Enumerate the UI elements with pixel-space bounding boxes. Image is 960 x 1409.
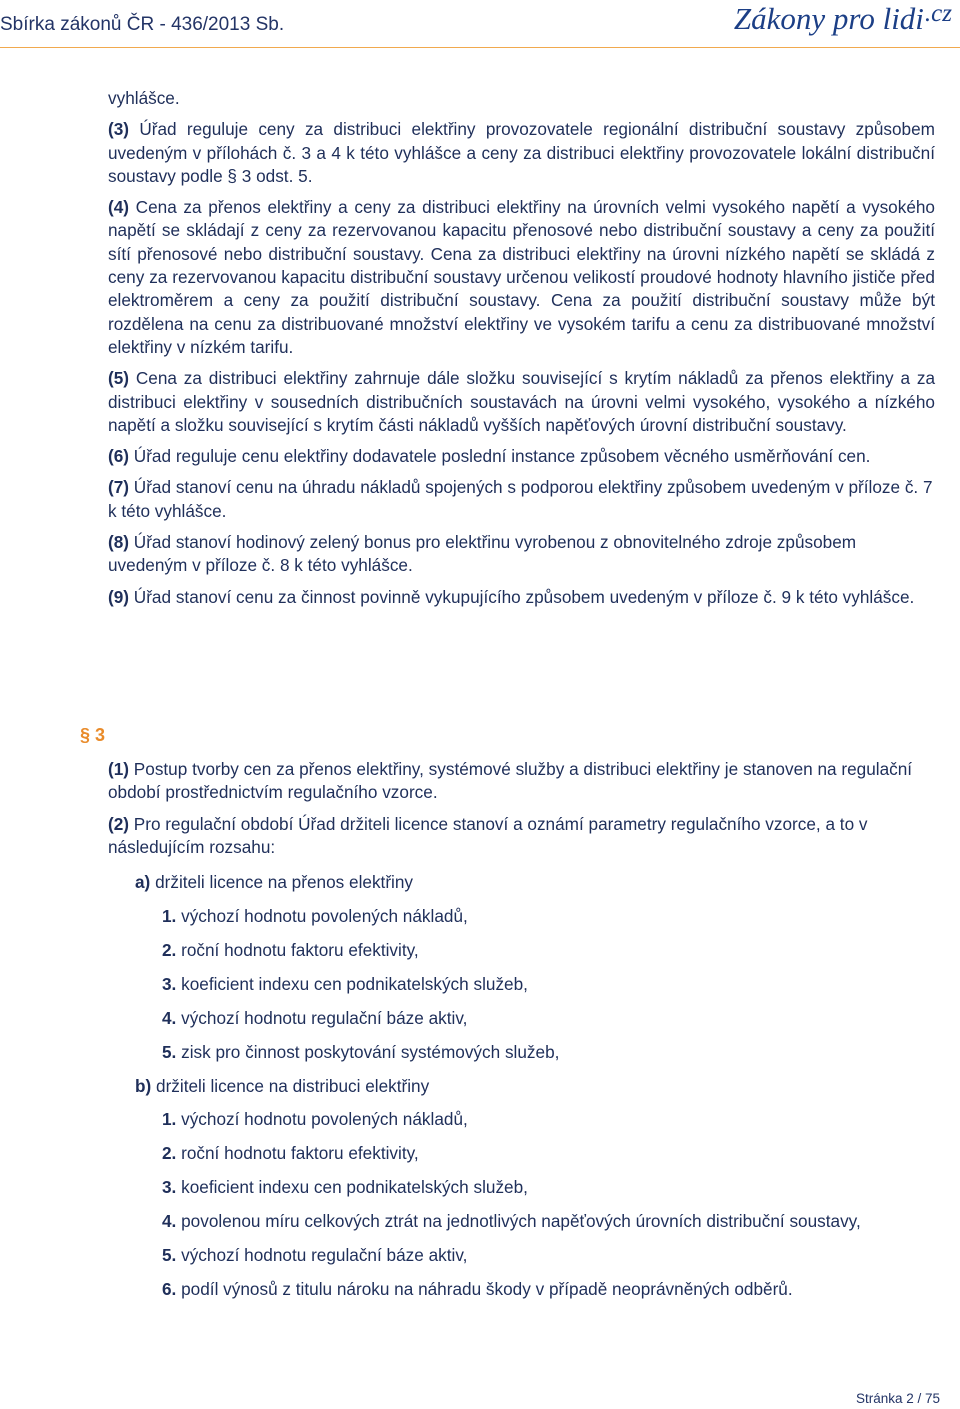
list-item: 2. roční hodnotu faktoru efektivity, xyxy=(162,1143,419,1164)
section-3-body xyxy=(108,758,935,1312)
list-item: 6. podíl výnosů z titulu nároku na náhradu škody v případě neoprávněných odběrů. xyxy=(162,1278,793,1299)
list-item-a: a) držiteli licence na přenos elektřiny xyxy=(135,872,414,893)
list-item: 2. roční hodnotu faktoru efektivity, xyxy=(162,939,419,960)
site-logo[interactable] xyxy=(734,0,952,37)
section-mark-3[interactable]: § 3 xyxy=(80,725,106,745)
section-paragraph-2: (2) Pro regulační období Úřad držiteli licence stanoví a oznámí parametry regulačního vzorce, a to v následujícím rozsahu: xyxy=(108,813,868,857)
list-item-b: b) držiteli licence na distribuci elektřiny xyxy=(135,1075,430,1096)
document-title: Sbírka zákonů ČR - 436/2013 Sb. xyxy=(0,14,285,35)
list-item: 1. výchozí hodnotu povolených nákladů, xyxy=(162,906,468,927)
paragraph-6: (6) Úřad reguluje cenu elektřiny dodavatele poslední instance způsobem věcného usměrňování cen. xyxy=(108,446,871,467)
list-item: 4. výchozí hodnotu regulační báze aktiv, xyxy=(162,1007,468,1028)
list-item: 3. koeficient indexu cen podnikatelských služeb, xyxy=(162,1177,528,1198)
page-number: Stránka 2 / 75 xyxy=(855,1391,940,1406)
list-item: 3. koeficient indexu cen podnikatelských služeb, xyxy=(162,973,528,994)
paragraph-continuation: vyhlášce. xyxy=(108,88,180,108)
paragraph-7: (7) Úřad stanoví cenu na úhradu nákladů spojených s podporou elektřiny způsobem uvedeným v příloze č. 7 k této vyhlášce. xyxy=(108,477,933,521)
list-item: 4. povolenou míru celkových ztrát na jednotlivých napěťových úrovních distribuční soustavy, xyxy=(162,1211,861,1232)
section-paragraph-1: (1) Postup tvorby cen za přenos elektřiny, systémové služby a distribuci elektřiny je stanoven na regulační období prostřednictvím regulačního vzorce. xyxy=(108,759,913,803)
law-text-body xyxy=(108,87,935,617)
paragraph-3: (3) Úřad reguluje ceny za distribuci elektřiny provozovatele regionální distribuční soustavy způsobem uvedeným v přílohách č. 3 a 4 k této vyhlášce a ceny za distribuci elektřiny provozovatele lokální distribuční soustavy podle § 3 odst. 5. xyxy=(108,119,935,186)
list-item: 5. zisk pro činnost poskytování systémových služeb, xyxy=(162,1041,560,1062)
header-divider xyxy=(0,47,960,48)
logo-text: Zákony pro lidi xyxy=(733,1,924,36)
paragraph-5: (5) Cena za distribuci elektřiny zahrnuje dále složku související s krytím nákladů za přenos elektřiny a za distribuci elektřiny v sousedních distribučních soustavách na úrovni velmi vysokého, vysokého a nízkého napětí a složku související s krytím části nákladů vyšších napěťových úrovní distribuční soustavy. xyxy=(108,368,935,435)
paragraph-9: (9) Úřad stanoví cenu za činnost povinně vykupujícího způsobem uvedeným v příloze č. 9 k této vyhlášce. xyxy=(108,586,915,607)
paragraph-8: (8) Úřad stanoví hodinový zelený bonus pro elektřinu vyrobenou z obnovitelného zdroje způsobem uvedeným v příloze č. 8 k této vyhlášce. xyxy=(108,532,857,576)
logo-suffix: .cz xyxy=(924,0,952,27)
list-item: 1. výchozí hodnotu povolených nákladů, xyxy=(162,1109,468,1130)
list-item: 5. výchozí hodnotu regulační báze aktiv, xyxy=(162,1244,468,1265)
paragraph-4: (4) Cena za přenos elektřiny a ceny za distribuci elektřiny na úrovních velmi vysokého napětí a vysokého napětí se skládají z ceny za rezervovanou kapacitu přenosové nebo distribuční soustavy a ceny za použití sítí přenosové nebo distribuční soustavy. Cena za distribuci elektřiny na úrovni nízkého napětí se skládá z ceny za rezervovanou kapacitu distribuční soustavy určenou velikostí proudové hodnoty hlavního jističe před elektroměrem a ceny za použití distribuční soustavy. Cena za použití distribuční soustavy může být rozdělena na cenu za distribuované množství elektřiny ve vysokém tarifu a cenu za distribuované množství elektřiny v nízkém tarifu. xyxy=(108,197,935,357)
